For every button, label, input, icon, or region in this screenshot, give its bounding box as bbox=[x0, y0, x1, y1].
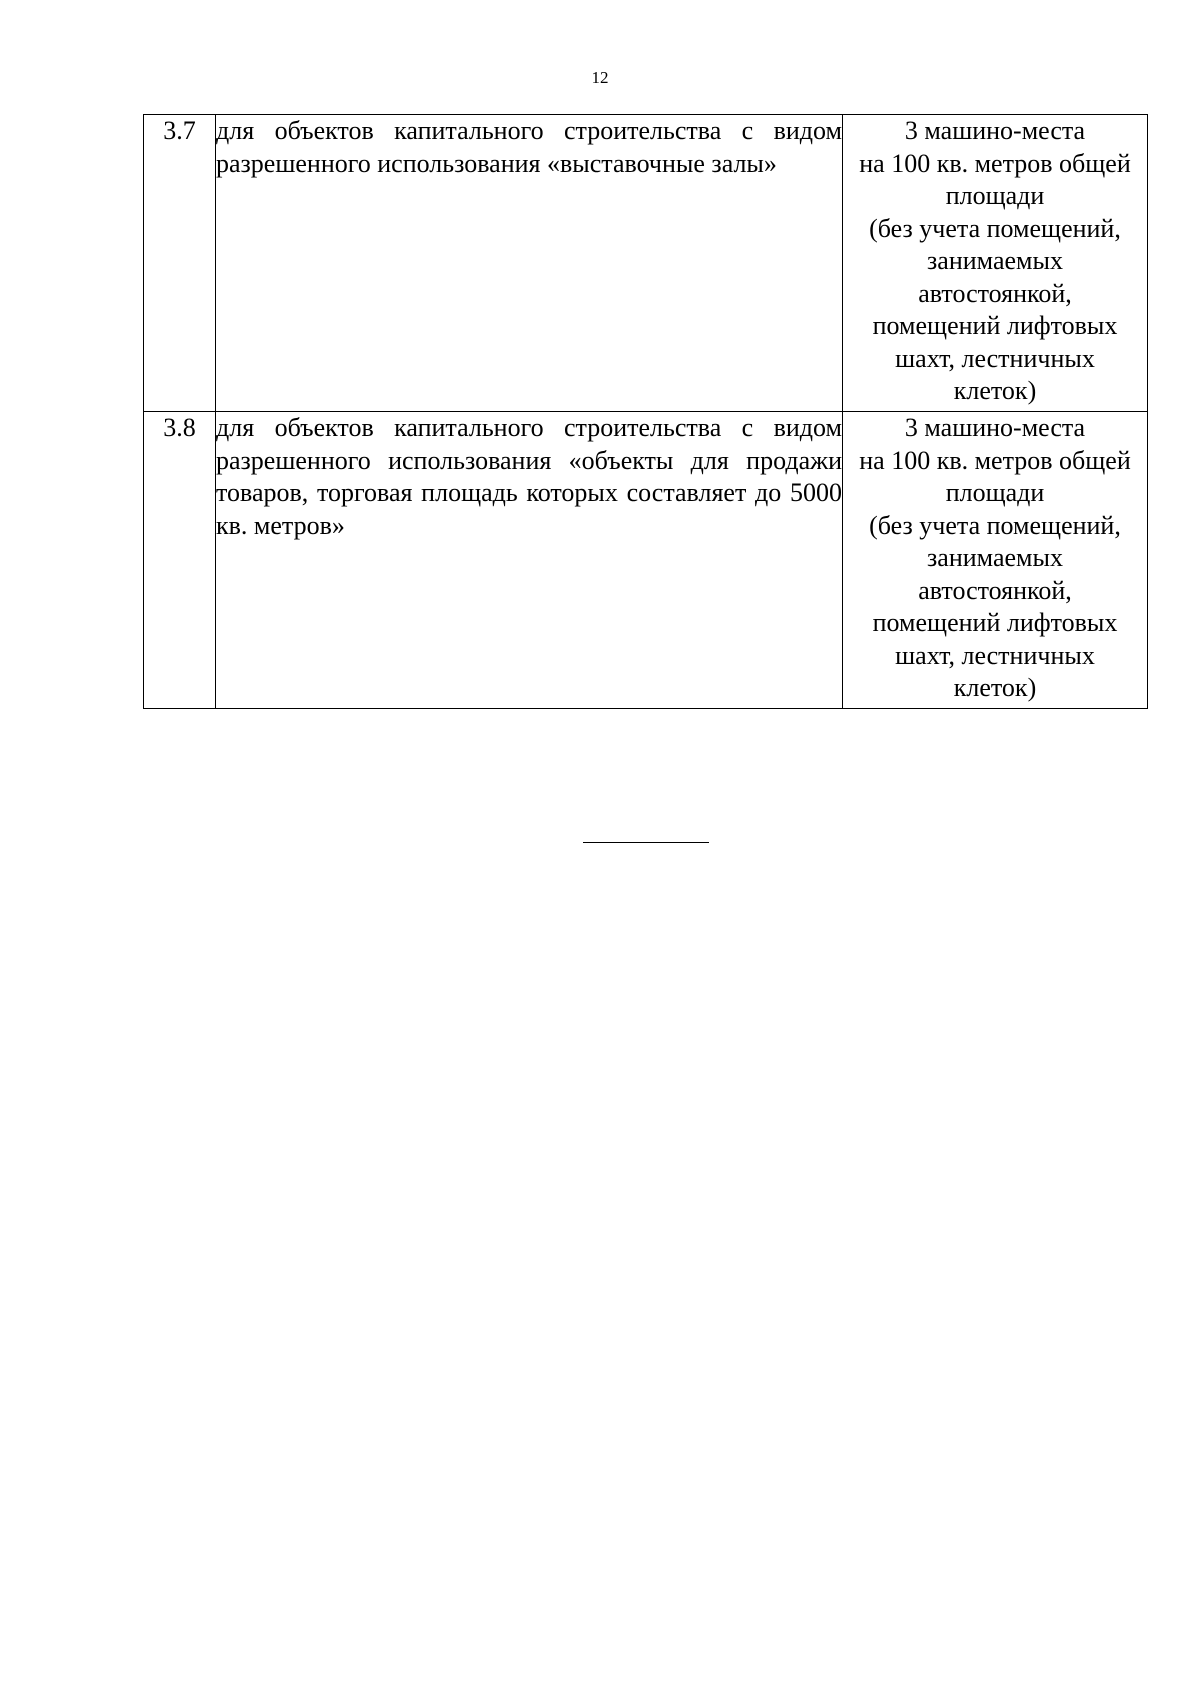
table-row bbox=[144, 412, 1148, 709]
row-description: для объектов капитального строительства с видом разрешенного использования «объекты для продажи товаров, торговая площадь которых составляет до 5000 кв. метров» bbox=[216, 412, 843, 709]
closing-rule bbox=[583, 842, 709, 843]
row-number: 3.8 bbox=[144, 412, 216, 709]
table-row bbox=[144, 115, 1148, 412]
norm-line: 3 машино-места bbox=[904, 116, 1086, 145]
norm-line: занимаемых bbox=[927, 543, 1063, 572]
row-description: для объектов капитального строительства с видом разрешенного использования «выставочные залы» bbox=[216, 115, 843, 412]
norm-line: помещений лифтовых bbox=[872, 608, 1118, 637]
norm-line: автостоянкой, bbox=[918, 278, 1072, 308]
norm-line: занимаемых bbox=[927, 246, 1063, 275]
norm-line: площади bbox=[945, 478, 1045, 507]
row-norm bbox=[843, 412, 1148, 709]
norm-line: шахт, лестничных bbox=[895, 640, 1095, 670]
norm-line: шахт, лестничных bbox=[895, 343, 1095, 373]
norm-line: на 100 кв. метров общей bbox=[859, 445, 1131, 475]
row-norm bbox=[843, 115, 1148, 412]
norm-line: площади bbox=[945, 181, 1045, 210]
norm-line: 3 машино-места bbox=[904, 413, 1086, 442]
norm-line: клеток) bbox=[953, 376, 1037, 405]
norm-line: автостоянкой, bbox=[918, 575, 1072, 605]
norm-line: (без учета помещений, bbox=[869, 510, 1121, 540]
norm-line: клеток) bbox=[953, 673, 1037, 702]
norm-line: на 100 кв. метров общей bbox=[859, 148, 1131, 178]
norm-line: (без учета помещений, bbox=[869, 213, 1121, 243]
row-number: 3.7 bbox=[144, 115, 216, 412]
page-number: 12 bbox=[591, 68, 609, 87]
norm-line: помещений лифтовых bbox=[872, 311, 1118, 340]
parking-norms-table bbox=[143, 114, 1148, 709]
